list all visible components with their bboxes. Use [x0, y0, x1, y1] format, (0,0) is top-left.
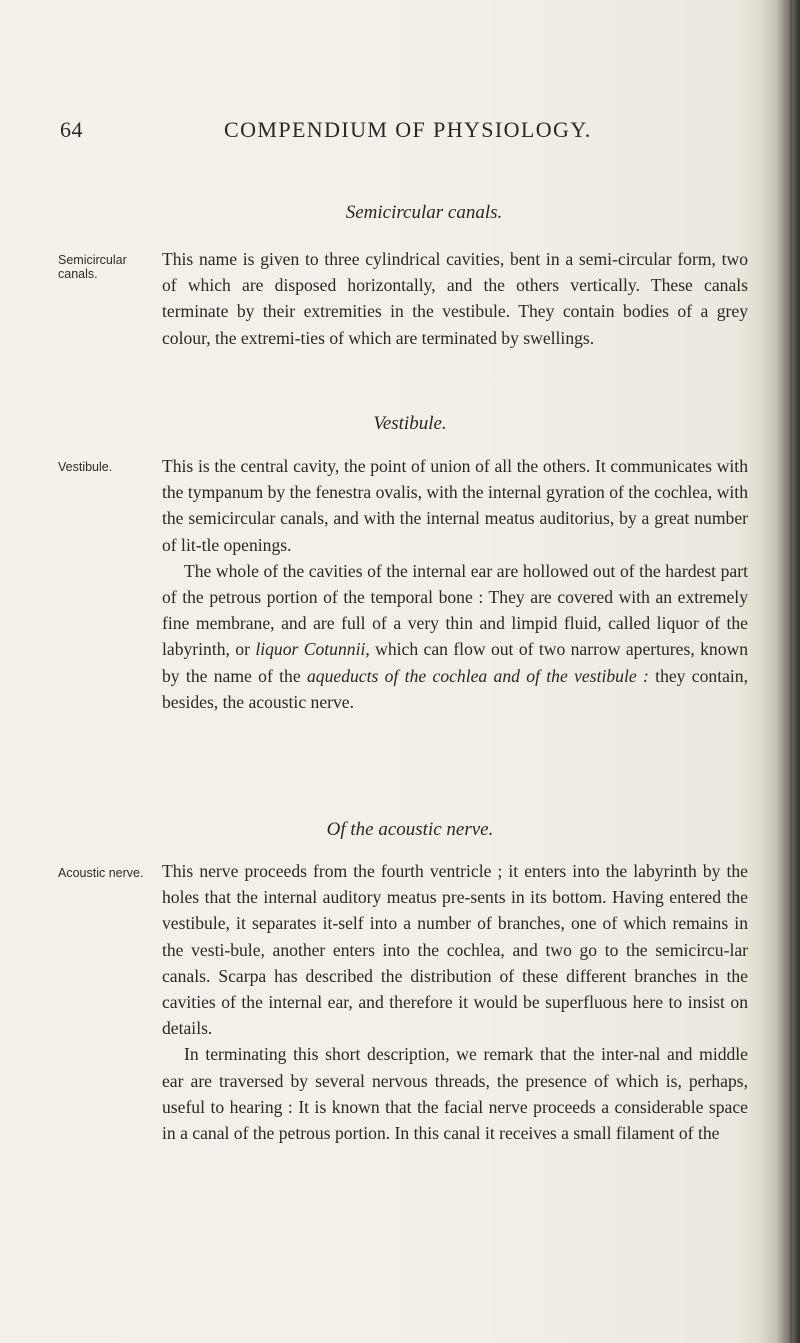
section-heading-text: Semicircular canals.: [345, 202, 503, 223]
section-heading-semicircular-canals: [0, 202, 800, 224]
paragraph: This nerve proceeds from the fourth ventricle ; it enters into the labyrinth by the holes that the internal auditory meatus pre-sents in its bottom. Having entered the vestibule, it separates it-self into a number of branches, one of which remains in the vesti-bule, another enters into the cochlea, and two go to the semicircu-lar canals. Scarpa has described the distribution of these different branches in the cavities of the internal ear, and therefore it would be superfluous here to insist on details.: [162, 861, 748, 1039]
section-body-vestibule: [162, 453, 748, 715]
section-body-semicircular-canals: [162, 246, 748, 351]
margin-note-acoustic-nerve: Acoustic nerve.: [58, 866, 144, 880]
margin-note-semicircular-canals: Semicircular canals.: [58, 253, 127, 281]
page-number: 64: [60, 117, 83, 142]
paragraph: [162, 558, 748, 715]
paragraph: This is the central cavity, the point of union of all the others. It communicates with the tympanum by the fenestra ovalis, with the internal gyration of the cochlea, with the semicircular canals, and with the internal meatus auditorius, by a great number of lit-tle openings.: [162, 456, 748, 555]
margin-note-vestibule: Vestibule.: [58, 460, 113, 474]
italic-term: liquor Cotunnii,: [255, 639, 370, 660]
paragraph: In terminating this short description, we remark that the inter-nal and middle ear are traversed by several nervous threads, the presence of which is, perhaps, useful to hearing : It is known that the facial nerve proceeds a considerable space in a canal of the petrous portion. In this canal it receives a small filament of the: [162, 1044, 748, 1144]
section-heading-vestibule: [0, 413, 800, 435]
italic-term: aqueducts of the cochlea and of the vestibule :: [307, 665, 649, 686]
section-heading-text: Of the acoustic nerve.: [326, 819, 494, 840]
text-run: which can flow out of two narrow apertures, known by the name of the: [162, 639, 748, 686]
section-body-acoustic-nerve: [162, 858, 748, 1146]
text-run: they contain, besides, the acoustic nerve.: [162, 665, 748, 712]
page-header: [0, 117, 800, 147]
paragraph: This name is given to three cylindrical cavities, bent in a semi-circular form, two of which are disposed horizontally, and the others vertically. These canals terminate by their extremities in the vestibule. They contain bodies of a grey colour, the extremi-ties of which are terminated by swellings.: [162, 249, 748, 348]
text-run: The whole of the cavities of the internal ear are hollowed out of the hardest part of the petrous portion of the temporal bone : They are covered with an extremely fine membrane, and are full of a very thin and limpid fluid, called liquor of the labyrinth, or: [162, 560, 748, 660]
section-heading-acoustic-nerve: [0, 819, 800, 841]
section-heading-text: Vestibule.: [373, 413, 447, 434]
running-head: COMPENDIUM OF PHYSIOLOGY.: [224, 117, 592, 142]
